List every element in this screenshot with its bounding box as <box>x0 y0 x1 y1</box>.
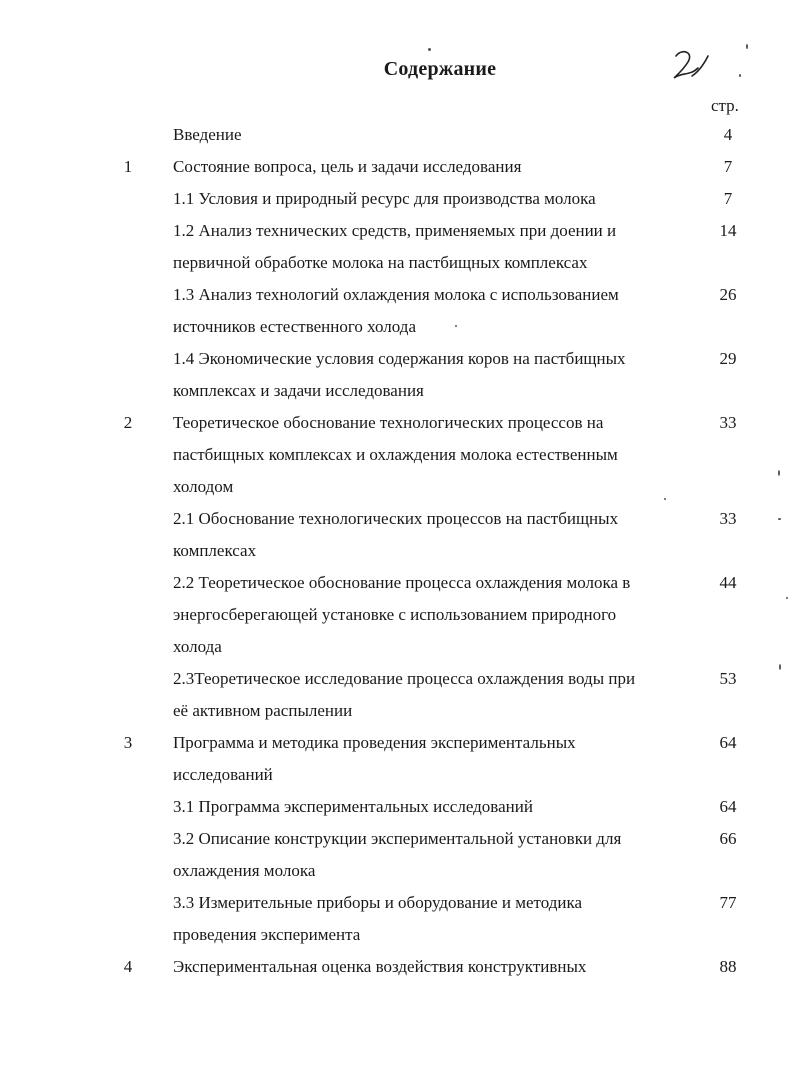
toc-entry-text: Введение <box>173 125 242 144</box>
toc-entry-text: 3.1 Программа экспериментальных исследований <box>173 797 533 816</box>
toc-entry-page: 53 <box>719 669 737 688</box>
handwritten-page-mark <box>668 46 710 86</box>
toc-entry-page: 77 <box>719 893 737 912</box>
toc-entry-text: комплексах и задачи исследования <box>173 381 424 400</box>
toc-entry-text: холода <box>173 637 222 656</box>
toc-entry-text: Состояние вопроса, цель и задачи исследования <box>173 157 522 176</box>
toc-entry-number: 1 <box>123 157 133 176</box>
toc-entry-text: Программа и методика проведения экспериментальных <box>173 733 576 752</box>
toc-entry-text: 1.2 Анализ технических средств, применяемых при доении и <box>173 221 617 240</box>
page-title: Содержание <box>383 58 497 80</box>
toc-entry-text: охлаждения молока <box>173 861 316 880</box>
toc-entry-text: энергосберегающей установке с использованием природного <box>173 605 617 624</box>
toc-entry-text: 2.2 Теоретическое обоснование процесса охлаждения молока в <box>173 573 631 592</box>
toc-entry-text: Теоретическое обоснование технологических процессов на <box>173 413 604 432</box>
toc-entry-number: 4 <box>123 957 133 976</box>
toc-entry-text: 3.3 Измерительные приборы и оборудование и методика <box>173 893 583 912</box>
toc-entry-page: 88 <box>719 957 737 976</box>
toc-entry-page: 26 <box>719 285 737 304</box>
scan-speck <box>786 597 788 599</box>
toc-entry-number: 2 <box>123 413 133 432</box>
toc-entry-text: 2.1 Обоснование технологических процессов на пастбищных <box>173 509 619 528</box>
toc-entry-text: 1.1 Условия и природный ресурс для производства молока <box>173 189 596 208</box>
toc-entry-text: источников естественного холода <box>173 317 416 336</box>
toc-entry-text: пастбищных комплексах и охлаждения молока естественным <box>173 445 618 464</box>
toc-entry-page: 33 <box>719 413 737 432</box>
toc-entry-text: 1.4 Экономические условия содержания коров на пастбищных <box>173 349 626 368</box>
scan-speck <box>779 664 781 670</box>
toc-entry-text: 2.3Теоретическое исследование процесса охлаждения воды при <box>173 669 636 688</box>
toc-entry-number: 3 <box>123 733 133 752</box>
toc-entry-page: 64 <box>719 733 737 752</box>
toc-entry-page: 29 <box>719 349 737 368</box>
toc-entry-text: проведения эксперимента <box>173 925 361 944</box>
toc-entry-page: 66 <box>719 829 737 848</box>
page-column-label: стр. <box>711 96 739 115</box>
scan-speck <box>455 325 457 327</box>
toc-entry-page: 14 <box>719 221 737 240</box>
toc-entry-page: 4 <box>723 125 733 144</box>
toc-entry-page: 44 <box>719 573 737 592</box>
toc-entry-page: 33 <box>719 509 737 528</box>
toc-entry-text: комплексах <box>173 541 257 560</box>
toc-entry-text: 1.3 Анализ технологий охлаждения молока с использованием <box>173 285 619 304</box>
scan-speck <box>778 518 781 520</box>
toc-entry-page: 7 <box>723 157 733 176</box>
scan-speck <box>428 48 431 51</box>
scan-speck <box>746 44 748 49</box>
scan-speck <box>739 74 741 77</box>
toc-entry-text: холодом <box>173 477 234 496</box>
scan-speck <box>778 470 780 476</box>
toc-entry-page: 64 <box>719 797 737 816</box>
toc-entry-text: первичной обработке молока на пастбищных комплексах <box>173 253 588 272</box>
toc-entry-text: исследований <box>173 765 273 784</box>
toc-entry-page: 7 <box>723 189 733 208</box>
scan-speck <box>664 498 666 500</box>
toc-entry-text: 3.2 Описание конструкции экспериментальной установки для <box>173 829 622 848</box>
toc-entry-text: Экспериментальная оценка воздействия конструктивных <box>173 957 587 976</box>
toc-entry-text: её активном распылении <box>173 701 353 720</box>
